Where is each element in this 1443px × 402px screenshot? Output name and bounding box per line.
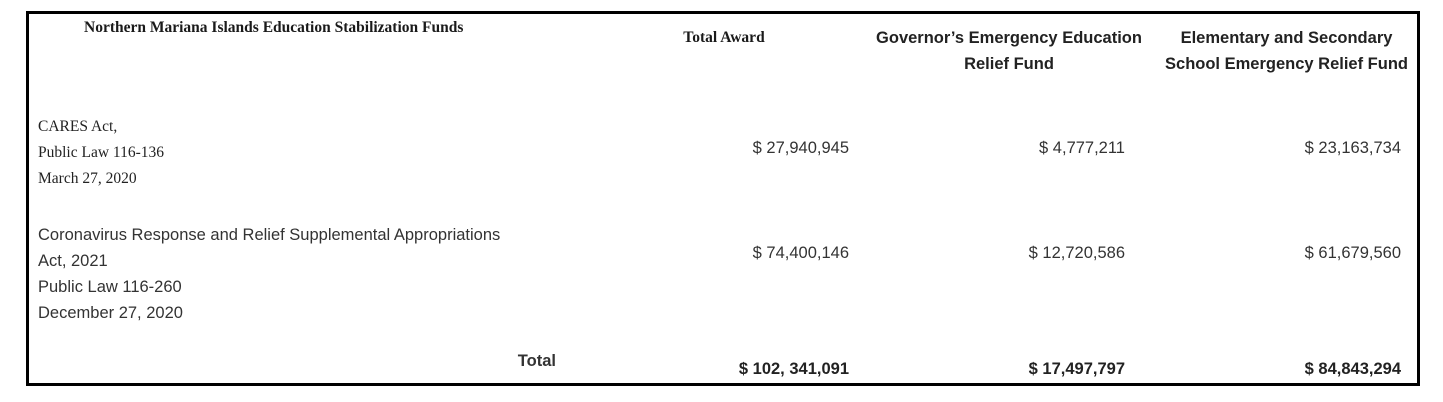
- table-row-label: [38, 114, 164, 192]
- row-label-line: Coronavirus Response and Relief Supplemental Appropriations: [38, 226, 501, 244]
- row-label-line: CARES Act,: [38, 118, 118, 135]
- header-geer: [874, 25, 1144, 77]
- totals-total-award: $ 102, 341,091: [738, 360, 849, 378]
- header-esser: [1154, 25, 1419, 77]
- table-row-label: [38, 222, 500, 326]
- cell-geer: $ 4,777,211: [1039, 139, 1125, 157]
- totals-geer: $ 17,497,797: [1028, 360, 1125, 378]
- header-esser-line-1: Elementary and Secondary: [1180, 29, 1393, 47]
- table-title: Northern Mariana Islands Education Stabilization Funds: [84, 19, 464, 36]
- funds-table: [26, 11, 1420, 386]
- row-label-line: Public Law 116-136: [38, 144, 164, 161]
- row-label-line: March 27, 2020: [38, 170, 137, 187]
- totals-esser: $ 84,843,294: [1304, 360, 1401, 378]
- header-esser-line-2: School Emergency Relief Fund: [1165, 55, 1408, 73]
- totals-label: Total: [517, 352, 556, 370]
- header-geer-line-1: Governor’s Emergency Education: [876, 29, 1142, 47]
- header-geer-line-2: Relief Fund: [964, 55, 1054, 73]
- header-total-award: Total Award: [683, 29, 765, 46]
- cell-esser: $ 23,163,734: [1304, 139, 1401, 157]
- row-label-line: Public Law 116-260: [38, 278, 182, 296]
- row-label-line: December 27, 2020: [38, 304, 183, 322]
- row-label-line: Act, 2021: [38, 252, 108, 270]
- cell-total-award: $ 74,400,146: [752, 244, 849, 262]
- cell-esser: $ 61,679,560: [1304, 244, 1401, 262]
- cell-geer: $ 12,720,586: [1028, 244, 1125, 262]
- cell-total-award: $ 27,940,945: [752, 139, 849, 157]
